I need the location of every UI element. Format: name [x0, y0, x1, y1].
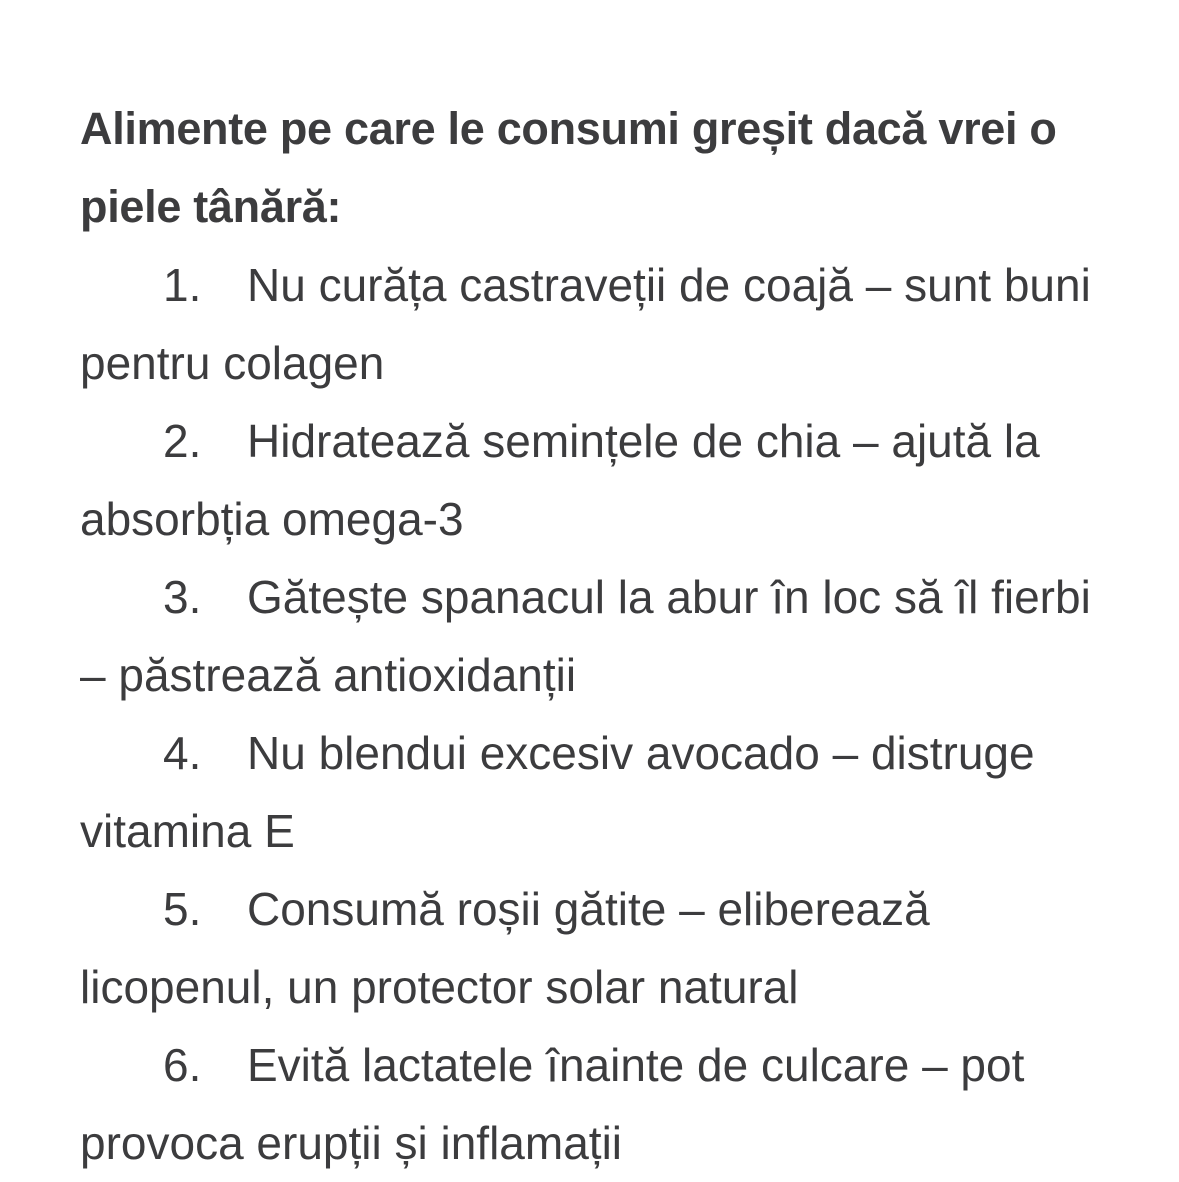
- list-item-text: Consumă roșii gătite – eliberează licopenul, un protector solar natural: [80, 883, 930, 1013]
- list-item-number: 2.: [163, 415, 202, 467]
- list-item-text: Nu curăța castraveții de coajă – sunt buni pentru colagen: [80, 259, 1091, 389]
- list-item-number: 3.: [163, 571, 202, 623]
- list-item-number: 6.: [163, 1039, 202, 1091]
- list-item: [80, 1026, 1120, 1182]
- list-item-number: 1.: [163, 259, 202, 311]
- list-item-number: 5.: [163, 883, 202, 935]
- note-body: [80, 90, 1120, 1182]
- list-item-text: Hidratează semințele de chia – ajută la absorbția omega-3: [80, 415, 1040, 545]
- numbered-list: [80, 246, 1120, 1182]
- list-item: [80, 246, 1120, 402]
- list-item-text: Nu blendui excesiv avocado – distruge vitamina E: [80, 727, 1035, 857]
- list-item-number: 4.: [163, 727, 202, 779]
- list-item: [80, 558, 1120, 714]
- list-item-text: Evită lactatele înainte de culcare – pot provoca erupții și inflamații: [80, 1039, 1025, 1169]
- list-item: [80, 402, 1120, 558]
- list-item: [80, 870, 1120, 1026]
- list-item-text: Gătește spanacul la abur în loc să îl fierbi – păstrează antioxidanții: [80, 571, 1091, 701]
- list-item: [80, 714, 1120, 870]
- note-title: Alimente pe care le consumi greșit dacă vrei o piele tânără:: [80, 103, 1057, 232]
